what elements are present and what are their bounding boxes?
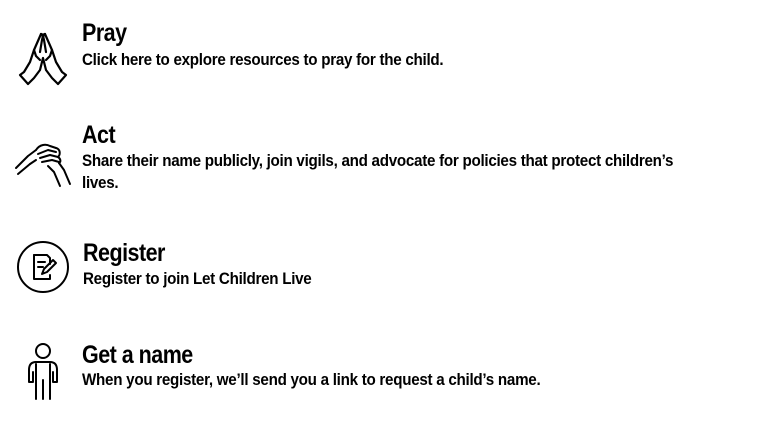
handshake-icon (14, 132, 72, 190)
register-form-icon (14, 238, 72, 296)
pray-title[interactable]: Pray (82, 19, 127, 47)
register-title[interactable]: Register (83, 239, 165, 267)
get-a-name-title[interactable]: Get a name (82, 341, 193, 369)
praying-hands-icon (14, 28, 72, 86)
act-description[interactable]: Share their name publicly, join vigils, and advocate for policies that protect children’s lives. (82, 152, 674, 192)
pray-description[interactable]: Click here to explore resources to pray for the child. (82, 51, 444, 69)
act-title[interactable]: Act (82, 121, 116, 149)
get-a-name-description[interactable]: When you register, we’ll send you a link to request a child’s name. (82, 371, 541, 389)
register-description[interactable]: Register to join Let Children Live (83, 270, 312, 288)
person-icon (14, 342, 72, 400)
